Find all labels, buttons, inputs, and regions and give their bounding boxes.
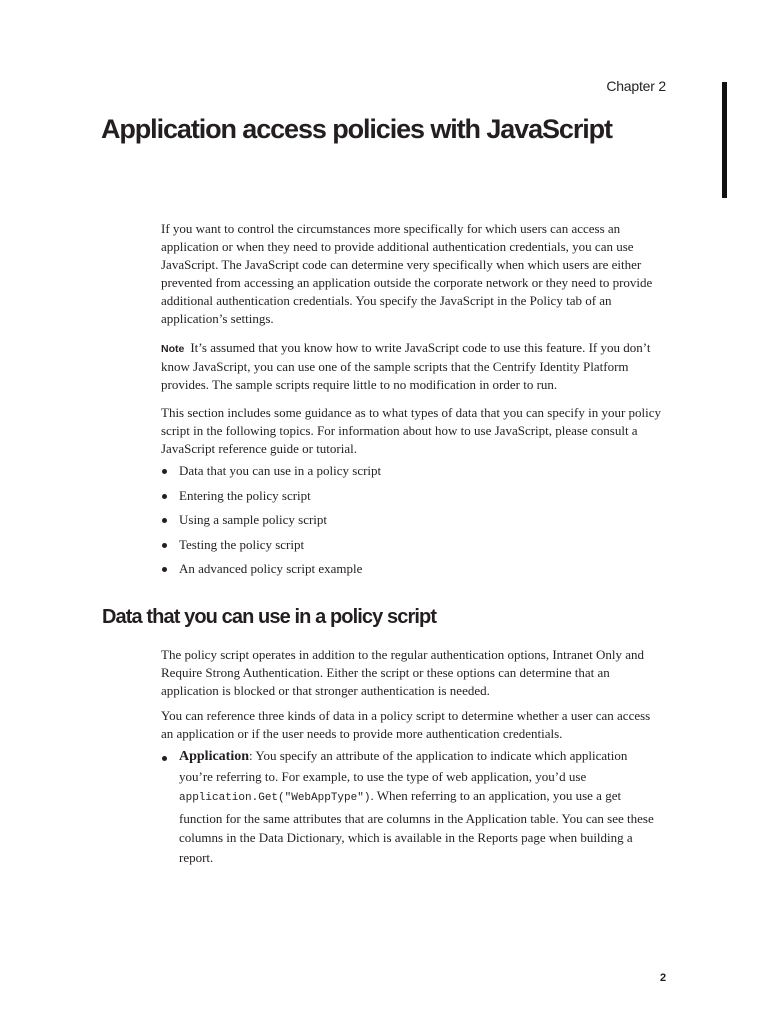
application-text-1: : You specify an attribute of the application to indicate which application you’re referring to. For example, to use the type of web application, you’d use [179,748,628,784]
intro-paragraph: If you want to control the circumstances more specifically for which users can access an application or when they need to provide additional authentication credentials, you can use JavaScript. The JavaScript code can determine very specifically when which users are either prevented from accessing an application outside the corporate network or they need to provide additional authentication credentials. You specify the JavaScript in the Policy tab of an application’s settings. [161,221,653,326]
topic-list-item [161,510,381,535]
bullet-icon [162,543,167,548]
note-block [161,339,661,394]
application-text-2: . When referring to an application, you use a get function for the same attributes that are columns in the Application table. You can see these columns in the Data Dictionary, which is available in the Reports page when building a report. [179,788,654,865]
chapter-label: Chapter 2 [606,78,666,94]
topic-list-item [161,461,381,486]
section-paragraph-2: You can reference three kinds of data in a policy script to determine whether a user can access an application or if the user needs to provide more authentication credentials. [161,708,651,741]
bullet-icon [162,469,167,474]
page-title: Application access policies with JavaScript [101,114,612,144]
page-number: 2 [660,972,667,984]
note-label: Note [161,343,185,355]
application-bullet [161,746,661,867]
bullet-icon [162,518,167,523]
chapter-marker-bar [722,82,727,198]
topic-list [161,461,381,584]
topic-link[interactable]: Using a sample policy script [179,512,328,528]
guidance-paragraph: This section includes some guidance as to what types of data that you can specify in your policy script in the following topics. For information about how to use JavaScript, please consult a JavaScript reference guide or tutorial. [161,405,662,456]
topic-link[interactable]: Testing the policy script [179,536,305,552]
topic-list-item [161,559,381,584]
code-snippet: application.Get("WebAppType") [179,792,371,804]
topic-link[interactable]: Entering the policy script [179,487,311,503]
bullet-icon [162,494,167,499]
bullet-icon [162,567,167,572]
application-term: Application [179,749,250,764]
topic-link[interactable]: An advanced policy script example [179,561,363,577]
section-heading: Data that you can use in a policy script [102,606,437,628]
bullet-icon [162,756,167,761]
topic-link[interactable]: Data that you can use in a policy script [179,463,382,478]
topic-list-item [161,535,381,560]
note-text: It’s assumed that you know how to write JavaScript code to use this feature. If you don’t know JavaScript, you can use one of the sample scripts that the Centrify Identity Platform provides. The sample scripts require little to no modification in order to run. [161,340,651,392]
topic-list-item [161,486,381,511]
section-paragraph-1: The policy script operates in addition to the regular authentication options, Intranet Only and Require Strong Authentication. Either the script or these options can determine that an application is blocked or that stronger authentication is needed. [161,647,645,698]
